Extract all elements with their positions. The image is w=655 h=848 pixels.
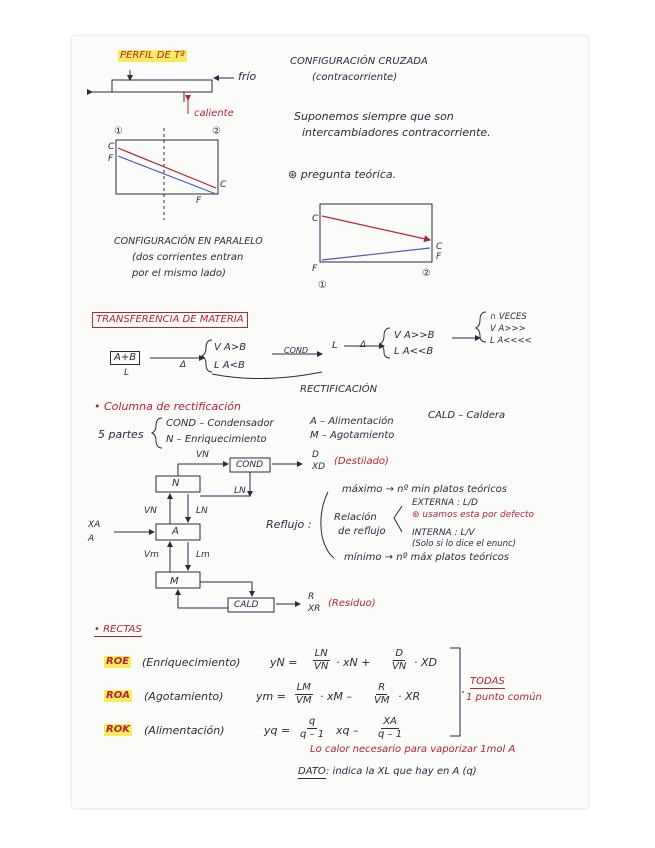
graph1-c-left: C xyxy=(108,142,115,152)
graph1-f-right: F xyxy=(196,196,202,206)
node1-label: ① xyxy=(114,126,123,137)
graph1-c-right: C xyxy=(220,180,227,190)
notebook-page xyxy=(72,36,588,808)
n-times: ∩ VECES xyxy=(490,312,527,322)
cald-box-label: CALD xyxy=(234,600,259,610)
reflux-ext-note: ⊛ usamos esta por defecto xyxy=(412,510,534,520)
r-label: R xyxy=(308,592,315,602)
roa-frac2: $\frac{R}{VM}$ xyxy=(374,682,390,706)
rok-frac2: $\frac{XA}{q - 1}$ xyxy=(378,716,403,740)
rok-name: (Alimentación) xyxy=(144,724,225,737)
parts-brace xyxy=(152,418,162,448)
rok-mid: xq – xyxy=(336,724,359,737)
cross-line2: intercambiadores contracorriente. xyxy=(302,126,491,139)
a-box xyxy=(156,524,200,540)
profile-title: PERFIL DE Tª xyxy=(120,50,185,61)
xr-label: XR xyxy=(308,604,321,614)
roa-end: · XR xyxy=(398,690,421,703)
graph1-f-left: F xyxy=(108,154,114,164)
liquid-2: L A<<B xyxy=(394,346,434,357)
n-box-label: N xyxy=(172,478,180,489)
graph2-c-left: C xyxy=(312,214,319,224)
feed-label: A xyxy=(88,534,95,544)
roe-frac2: $\frac{D}{VN}$ xyxy=(392,648,407,672)
reflux-max: máximo → nº min platos teóricos xyxy=(342,484,508,495)
rectas-bracket xyxy=(450,648,460,736)
column-bullet: • Columna de rectificación xyxy=(94,400,242,413)
a-def: A – Alimentación xyxy=(310,416,394,427)
roe-end: · XD xyxy=(414,656,437,669)
vn-top: VN xyxy=(196,450,209,460)
roa-tag: ROA xyxy=(106,690,130,701)
roe-mid: · xN + xyxy=(336,656,371,669)
xa-label: XA xyxy=(88,520,101,530)
delta-1: Δ xyxy=(180,360,187,370)
graph1-cold-line xyxy=(118,156,216,194)
node2-label: ② xyxy=(212,126,221,137)
roa-name: (Agotamiento) xyxy=(144,690,224,703)
cold-label: frío xyxy=(238,70,257,83)
ln-mid: LN xyxy=(196,506,208,516)
graph2-node1: ① xyxy=(318,280,327,291)
brace-1 xyxy=(202,340,212,372)
mass-title: TRANSFERENCIA DE MATERIA xyxy=(92,312,248,328)
reflux-ext: EXTERNA : L/D xyxy=(412,498,478,508)
ln-top: LN xyxy=(234,486,246,496)
cross-title: CONFIGURACIÓN CRUZADA xyxy=(290,56,428,67)
parts-label: 5 partes xyxy=(98,428,144,441)
roa-lhs: ym = xyxy=(256,690,286,703)
roa-mid: · xM – xyxy=(320,690,352,703)
cond-box-label: COND xyxy=(236,460,264,470)
cond-box xyxy=(230,458,270,472)
reflux-label: Reflujo : xyxy=(266,518,312,531)
parallel-title: CONFIGURACIÓN EN PARALELO xyxy=(114,236,263,247)
m-box-label: M xyxy=(170,576,179,587)
vn-flow xyxy=(178,464,228,476)
roa-frac1: $\frac{LM}{VM}$ xyxy=(296,682,312,706)
heat-note: Lo calor necesario para vaporizar 1mol A xyxy=(310,744,516,755)
hot-label: caliente xyxy=(194,108,234,119)
graph1-frame xyxy=(116,140,218,194)
delta-2: Δ xyxy=(360,340,367,350)
residuo-label: (Residuo) xyxy=(328,598,376,609)
reflux-int: INTERNA : L/V xyxy=(412,528,475,538)
vm-label: Vm xyxy=(144,550,159,560)
roe-lhs: yN = xyxy=(270,656,298,669)
rok-frac1: $\frac{q}{q - 1}$ xyxy=(300,716,325,740)
exchanger-tube xyxy=(112,80,212,92)
reflux-brace xyxy=(321,492,334,558)
vn-mid: VN xyxy=(144,506,157,516)
mix-sub: L xyxy=(124,368,130,378)
theory-question: ⊛ pregunta teórica. xyxy=(288,168,397,181)
destilado-label: (Destilado) xyxy=(334,456,389,467)
mix-box: A+B xyxy=(110,351,140,365)
lines-bullet: • RECTAS xyxy=(94,624,142,635)
m-box xyxy=(156,572,200,588)
liquid-l: L xyxy=(332,340,338,351)
graph2-node2: ② xyxy=(422,268,431,279)
sketch-layer xyxy=(72,36,588,808)
rok-tag: ROK xyxy=(106,724,130,735)
cald-box xyxy=(228,598,274,612)
reflux-rel2: de reflujo xyxy=(338,526,386,537)
graph2-frame xyxy=(320,204,432,262)
roe-tag: ROE xyxy=(106,656,130,667)
vapor-1: V A>B xyxy=(214,342,247,353)
n-def: N – Enriquecimiento xyxy=(166,434,267,445)
d-label: D xyxy=(312,450,319,460)
reflux-int-note: (Solo si lo dice el enunc) xyxy=(412,539,516,549)
graph2-f-left: F xyxy=(312,264,318,274)
cross-subtitle: (contracorriente) xyxy=(312,72,398,83)
brace-2 xyxy=(380,328,390,358)
a-box-label: A xyxy=(172,526,179,537)
liquid-1: L A<B xyxy=(214,360,245,371)
parallel-line1: (dos corrientes entran xyxy=(132,252,244,263)
cald-def: CALD – Caldera xyxy=(428,410,506,421)
dato-text: : indica la XL que hay en A (q) xyxy=(326,766,477,777)
xd-label: XD xyxy=(312,462,326,472)
from-cald xyxy=(178,590,228,608)
graph2-c-right: C xyxy=(436,242,443,252)
cond-def: COND – Condensador xyxy=(166,418,274,429)
liquid-3: L A<<<< xyxy=(490,336,532,346)
cond-small: COND xyxy=(284,346,309,355)
rok-lhs: yq = xyxy=(264,724,291,737)
reflux-rel1: Relación xyxy=(334,512,377,523)
rect-bracket xyxy=(212,372,322,379)
lm-label: Lm xyxy=(196,550,210,560)
ratio-brace xyxy=(394,506,402,532)
parallel-line2: por el mismo lado) xyxy=(132,268,226,279)
common-point-label: 1 punto común xyxy=(466,692,542,703)
reflux-min: mínimo → nº máx platos teóricos xyxy=(344,552,510,563)
n-box xyxy=(156,476,200,492)
todas-label: TODAS xyxy=(470,676,505,687)
roe-frac1: $\frac{LN}{VN}$ xyxy=(314,648,329,672)
to-cald xyxy=(200,582,252,596)
roe-name: (Enriquecimiento) xyxy=(142,656,241,669)
graph1-hot-line xyxy=(118,148,216,188)
vapor-2: V A>>B xyxy=(394,330,435,341)
m-def: M – Agotamiento xyxy=(310,430,395,441)
vapor-3: V A>>> xyxy=(490,324,526,334)
graph2-f-right: F xyxy=(436,252,442,262)
cross-line1: Suponemos siempre que son xyxy=(294,110,454,123)
graph2-cold-line xyxy=(322,248,430,260)
rectification-label: RECTIFICACIÓN xyxy=(300,384,378,395)
graph2-hot-line xyxy=(322,216,430,240)
dato-label: DATO xyxy=(298,766,326,777)
